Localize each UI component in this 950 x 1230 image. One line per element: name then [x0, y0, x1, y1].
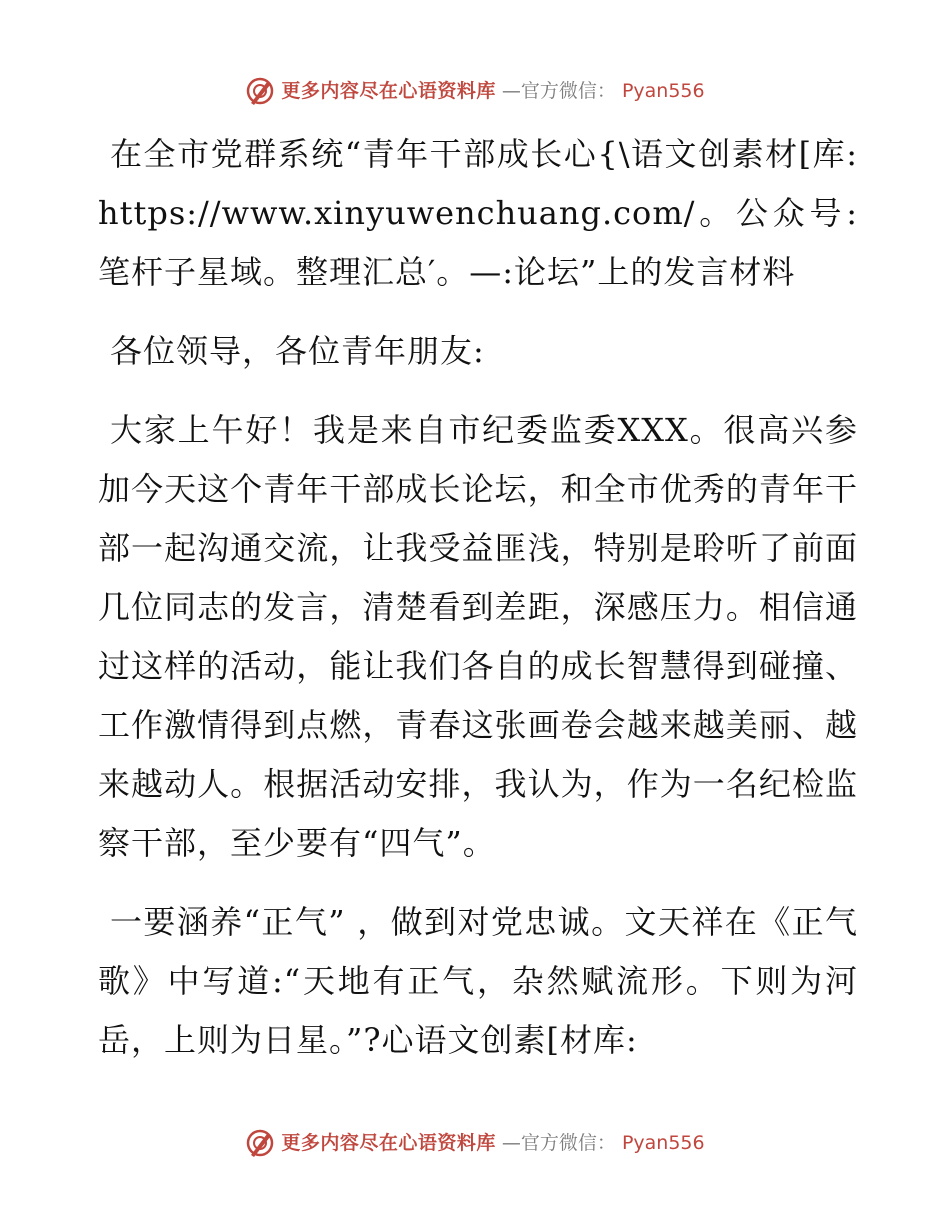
- watermark-official-label: —官方微信：: [501, 80, 616, 102]
- paragraph-text: 在全市党群系统“青年干部成长心{\语文创素材[库: https://www.xinyuwenchuang.com/。公众号: 笔杆子星域。整理汇总′。—:论坛”上的发言材料: [98, 135, 858, 291]
- footer-watermark: [0, 1128, 950, 1158]
- title-paragraph: [98, 125, 858, 302]
- section-one-paragraph: [98, 893, 858, 1070]
- header-watermark: [0, 76, 950, 106]
- paragraph-text: 各位领导，各位青年朋友:: [110, 332, 485, 370]
- watermark-handle: Pyan556: [621, 1132, 705, 1154]
- pen-logo-icon: [245, 76, 275, 106]
- watermark-text: 更多内容尽在心语资料库: [281, 80, 496, 102]
- greeting-paragraph: [98, 322, 858, 381]
- document-body: [98, 125, 858, 1070]
- watermark-official-label: —官方微信：: [501, 1132, 616, 1154]
- paragraph-text: 一要涵养“正气” ，做到对党忠诚。文天祥在《正气歌》中写道:“天地有正气，杂然赋流形。下则为河岳，上则为日星。”?心语文创素[材库:: [98, 903, 858, 1059]
- watermark-text: 更多内容尽在心语资料库: [281, 1132, 496, 1154]
- watermark-handle: Pyan556: [621, 80, 705, 102]
- pen-logo-icon: [245, 1128, 275, 1158]
- paragraph-text: 大家上午好！我是来自市纪委监委XXX。很高兴参加今天这个青年干部成长论坛，和全市优秀的青年干部一起沟通交流，让我受益匪浅，特别是聆听了前面几位同志的发言，清楚看到差距，深感压力。相信通过这样的活动，能让我们各自的成长智慧得到碰撞、工作激情得到点燃，青春这张画卷会越来越美丽、越来越动人。根据活动安排，我认为，作为一名纪检监察干部，至少要有“四气”。: [98, 411, 858, 862]
- intro-paragraph: [98, 401, 858, 873]
